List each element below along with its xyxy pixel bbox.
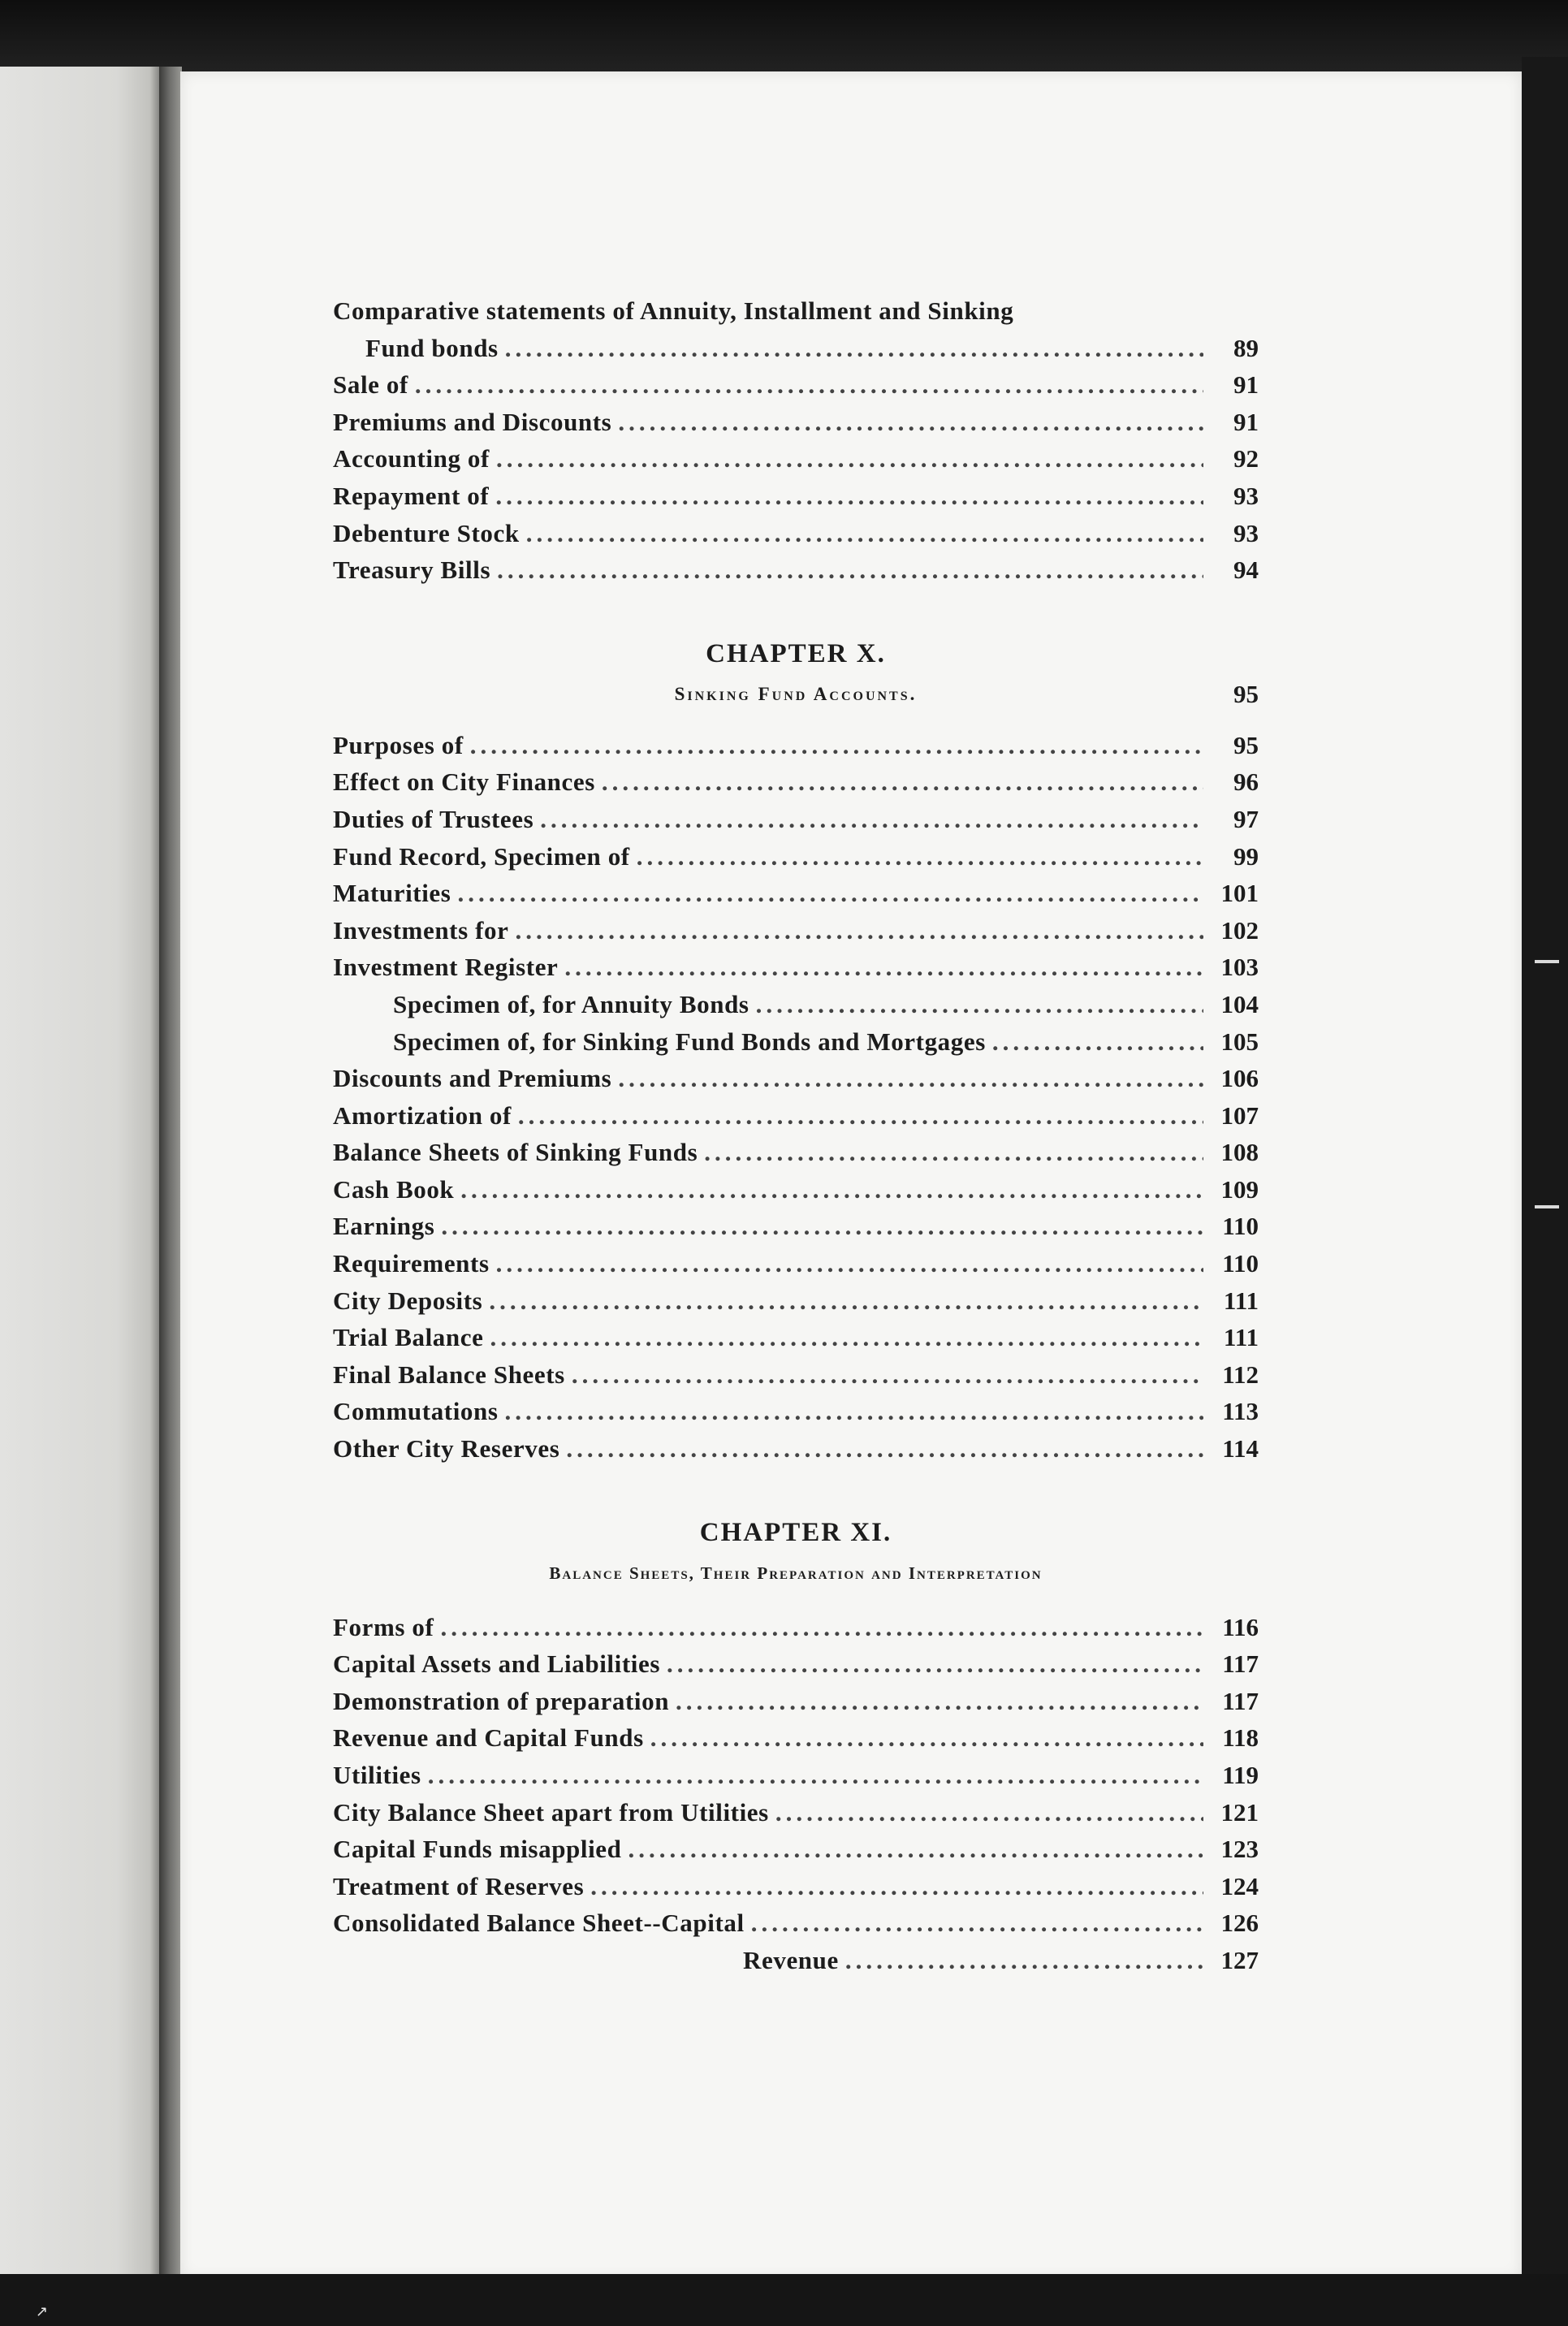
toc-entry-page: 94: [1233, 556, 1259, 585]
toc-entry: [333, 1319, 1259, 1356]
toc-entry-page: 92: [1233, 444, 1259, 473]
dot-leader: [650, 1719, 1203, 1757]
toc-entry-label: Fund bonds: [365, 333, 499, 362]
chapter-xi-heading: CHAPTER XI.: [699, 1517, 892, 1547]
toc-entry: [333, 478, 1259, 515]
toc-entry-label: Effect on City Finances: [333, 767, 595, 797]
scan-bottom-border: [0, 2274, 1568, 2326]
toc-entry-label: Repayment of: [333, 481, 490, 510]
toc-entry: [333, 1645, 1259, 1683]
dot-leader: [526, 515, 1203, 552]
toc-entry: [333, 1430, 1259, 1468]
toc-entry: [333, 1609, 1259, 1646]
toc-entry-label: Discounts and Premiums: [333, 1064, 612, 1093]
toc-entry-label: Revenue: [743, 1945, 839, 1974]
toc-entry: [333, 1171, 1259, 1208]
toc-entry: [333, 1097, 1259, 1135]
dot-leader: [667, 1645, 1203, 1683]
toc-entry-label: Trial Balance: [333, 1323, 484, 1352]
toc-entry-page: 102: [1220, 915, 1259, 945]
scan-edge-mark: [1535, 960, 1559, 963]
toc-entry-page: 112: [1222, 1360, 1259, 1389]
dot-leader: [415, 366, 1203, 404]
toc-entry: [333, 1245, 1259, 1282]
toc-entry-label: Utilities: [333, 1761, 421, 1789]
toc-entry: [333, 1134, 1259, 1171]
toc-entry-page: 117: [1222, 1649, 1259, 1679]
dot-leader: [518, 1097, 1203, 1135]
toc-entry-label: Other City Reserves: [333, 1434, 560, 1463]
toc-entry: [333, 875, 1259, 912]
toc-entry-page: 99: [1233, 841, 1259, 871]
toc-entry-label: Fund Record, Specimen of: [333, 841, 630, 871]
toc-entry: [333, 1757, 1259, 1794]
dot-leader: [602, 763, 1203, 801]
toc-entry: [333, 1023, 1259, 1061]
chapter-x-subtitle-text: Sinking Fund Accounts.: [674, 683, 918, 704]
toc-entry-page: 108: [1220, 1138, 1259, 1167]
dot-leader: [440, 1609, 1203, 1646]
dot-leader: [496, 1245, 1203, 1282]
dot-leader: [505, 1393, 1203, 1430]
toc-entry-page: 119: [1222, 1761, 1259, 1789]
toc-section-top: [333, 292, 1259, 589]
dot-leader: [516, 912, 1204, 949]
dot-leader: [618, 1060, 1203, 1097]
toc-entry-page: 114: [1222, 1434, 1259, 1463]
dot-leader: [490, 1319, 1203, 1356]
dot-leader: [496, 440, 1203, 478]
toc-entry-page: 96: [1233, 767, 1259, 797]
toc-section-chapter-xi: [333, 1609, 1259, 1979]
toc-entry-label: Forms of: [333, 1612, 434, 1641]
table-of-contents: [333, 292, 1259, 1979]
scan-right-border: [1522, 57, 1568, 2298]
dot-leader: [628, 1831, 1203, 1868]
toc-entry-label: Revenue and Capital Funds: [333, 1723, 644, 1753]
toc-entry: [333, 801, 1259, 838]
chapter-x-subtitle-page: 95: [1233, 679, 1259, 708]
toc-entry-label: City Deposits: [333, 1286, 483, 1315]
toc-entry-page: 117: [1222, 1686, 1259, 1715]
toc-entry: [333, 1831, 1259, 1868]
dot-leader: [505, 330, 1203, 367]
dot-leader: [775, 1794, 1203, 1831]
toc-entry-label: Comparative statements of Annuity, Installment and Sinking: [333, 296, 1014, 325]
dot-leader: [441, 1208, 1203, 1245]
toc-entry-page: 97: [1233, 804, 1259, 833]
dot-leader: [756, 986, 1203, 1023]
toc-entry-page: 118: [1222, 1723, 1259, 1753]
dot-leader: [566, 1430, 1203, 1468]
toc-entry-label: Capital Assets and Liabilities: [333, 1649, 660, 1679]
dot-leader: [564, 949, 1203, 986]
toc-entry-label: Cash Book: [333, 1174, 455, 1204]
chapter-xi-subtitle-text: Balance Sheets, Their Preparation and Interpretation: [549, 1563, 1043, 1583]
dot-leader: [637, 838, 1203, 875]
dot-leader: [489, 1282, 1203, 1320]
toc-entry-page: 91: [1233, 407, 1259, 436]
toc-entry-label: Earnings: [333, 1212, 435, 1241]
toc-entry-page: 116: [1222, 1612, 1259, 1641]
toc-entry-page: 123: [1220, 1835, 1259, 1864]
toc-entry-label: Accounting of: [333, 444, 490, 473]
dot-leader: [470, 727, 1203, 764]
toc-entry: [333, 763, 1259, 801]
dot-leader: [540, 801, 1203, 838]
toc-entry-page: 95: [1233, 730, 1259, 759]
toc-entry-page: 111: [1223, 1323, 1259, 1352]
toc-entry: [333, 912, 1259, 949]
toc-entry-label: Treasury Bills: [333, 556, 491, 585]
toc-entry: [333, 1060, 1259, 1097]
toc-entry: [333, 1393, 1259, 1430]
toc-entry: [333, 1356, 1259, 1394]
toc-entry-label: Investments for: [333, 915, 509, 945]
toc-entry-label: Sale of: [333, 370, 408, 400]
toc-entry-page: 89: [1233, 333, 1259, 362]
spacer: [333, 1591, 1259, 1609]
facing-page-edge: [0, 67, 166, 2284]
toc-entry: [333, 949, 1259, 986]
toc-entry-label: Consolidated Balance Sheet--Capital: [333, 1909, 745, 1938]
toc-entry-label: Specimen of, for Annuity Bonds: [393, 989, 749, 1018]
scan-top-border: [0, 0, 1568, 77]
toc-entry-page: 107: [1220, 1100, 1259, 1130]
scan-edge-mark: [1535, 1205, 1559, 1208]
toc-entry: [333, 1794, 1259, 1831]
toc-entry-label: Specimen of, for Sinking Fund Bonds and Mortgages: [393, 1027, 986, 1056]
toc-entry-label: Final Balance Sheets: [333, 1360, 565, 1389]
dot-leader: [497, 551, 1203, 589]
toc-entry: [333, 366, 1259, 404]
toc-entry-label: Requirements: [333, 1249, 490, 1278]
toc-entry: [333, 1868, 1259, 1905]
toc-entry-label: Capital Funds misapplied: [333, 1835, 622, 1864]
toc-entry-page: 110: [1222, 1212, 1259, 1241]
toc-entry: [333, 1904, 1259, 1942]
dot-leader: [751, 1904, 1203, 1942]
toc-entry-page: 113: [1222, 1397, 1259, 1426]
toc-entry: [333, 1719, 1259, 1757]
dot-leader: [572, 1356, 1203, 1394]
toc-entry-page: 93: [1233, 481, 1259, 510]
chapter-x-heading: CHAPTER X.: [706, 638, 886, 668]
toc-entry: [333, 1282, 1259, 1320]
toc-entry-page: 106: [1220, 1064, 1259, 1093]
toc-entry: [333, 292, 1259, 330]
toc-entry-page: 121: [1220, 1797, 1259, 1827]
toc-entry-page: 127: [1220, 1945, 1259, 1974]
toc-entry: [333, 838, 1259, 875]
toc-entry: [333, 727, 1259, 764]
book-gutter: [159, 67, 182, 2284]
toc-entry-label: Demonstration of preparation: [333, 1686, 670, 1715]
dot-leader: [428, 1757, 1203, 1794]
toc-entry-label: Investment Register: [333, 953, 559, 982]
toc-entry-page: 104: [1220, 989, 1259, 1018]
toc-entry: [333, 551, 1259, 589]
toc-entry-label: Amortization of: [333, 1100, 512, 1130]
toc-entry-label: Debenture Stock: [333, 518, 520, 547]
dot-leader: [618, 404, 1203, 441]
toc-entry-page: 109: [1220, 1174, 1259, 1204]
spacer: [333, 712, 1259, 727]
dot-leader: [590, 1868, 1203, 1905]
toc-entry-label: Duties of Trustees: [333, 804, 534, 833]
toc-entry-label: Purposes of: [333, 730, 464, 759]
dot-leader: [457, 875, 1203, 912]
chapter-x-subtitle: [333, 677, 1259, 712]
toc-section-chapter-x: [333, 727, 1259, 1468]
dot-leader: [676, 1683, 1203, 1720]
toc-entry: [333, 1942, 1259, 1979]
toc-entry-page: 93: [1233, 518, 1259, 547]
toc-entry: [333, 986, 1259, 1023]
toc-entry: [333, 515, 1259, 552]
toc-entry-page: 101: [1220, 879, 1259, 908]
toc-entry-page: 124: [1220, 1871, 1259, 1900]
toc-entry: [333, 440, 1259, 478]
dot-leader: [845, 1942, 1203, 1979]
toc-entry: [333, 404, 1259, 441]
toc-entry-label: Premiums and Discounts: [333, 407, 612, 436]
dot-leader: [460, 1171, 1203, 1208]
scan-corner-mark: ↗: [36, 2303, 49, 2320]
toc-entry: [333, 330, 1259, 367]
chapter-xi-subtitle: [333, 1555, 1259, 1591]
toc-entry: [333, 1683, 1259, 1720]
toc-entry-page: 111: [1223, 1286, 1259, 1315]
toc-entry-label: City Balance Sheet apart from Utilities: [333, 1797, 769, 1827]
toc-entry-page: 103: [1220, 953, 1259, 982]
toc-entry-page: 91: [1233, 370, 1259, 400]
dot-leader: [992, 1023, 1203, 1061]
toc-entry-label: Maturities: [333, 879, 451, 908]
toc-entry-page: 126: [1220, 1909, 1259, 1938]
toc-entry-label: Balance Sheets of Sinking Funds: [333, 1138, 698, 1167]
dot-leader: [495, 478, 1203, 515]
dot-leader: [704, 1134, 1203, 1171]
toc-entry-page: 105: [1220, 1027, 1259, 1056]
toc-entry-label: Treatment of Reserves: [333, 1871, 585, 1900]
toc-entry-label: Commutations: [333, 1397, 499, 1426]
toc-entry: [333, 1208, 1259, 1245]
toc-entry-page: 110: [1222, 1249, 1259, 1278]
